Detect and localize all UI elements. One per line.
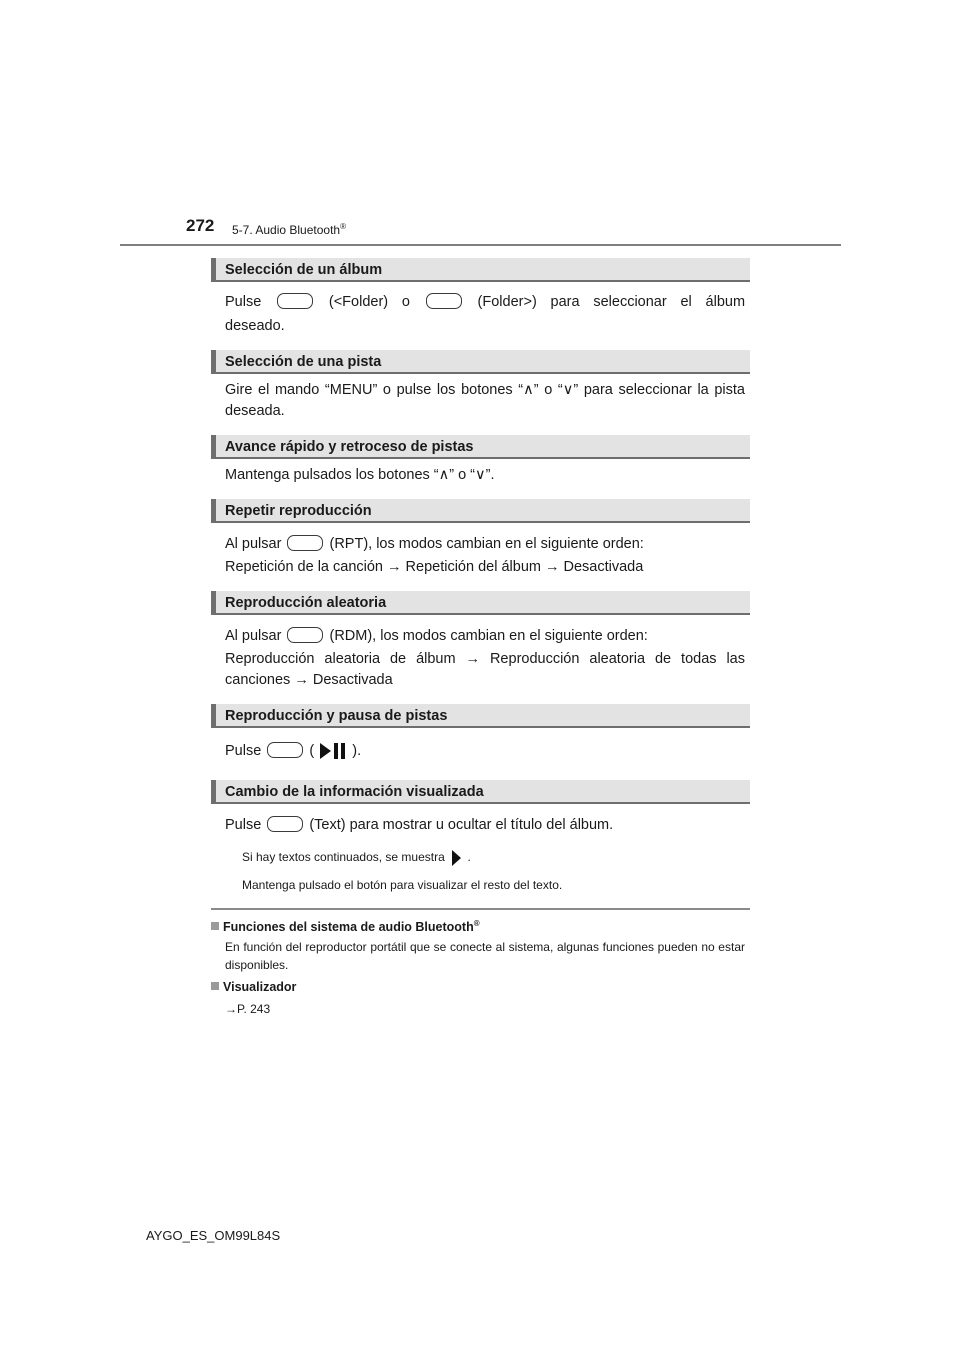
info-small-line-1: Si hay textos continuados, se muestra . [242,849,471,867]
random-text-line-3: canciones → Desactivada [225,672,393,688]
header-divider [120,244,841,246]
album-text-line-1: Pulse (<Folder) o (Folder>) para seleccionar el álbum [225,294,746,310]
note-title-display: Visualizador [211,980,296,994]
info-text-line-1: Pulse (Text) para mostrar u ocultar el título del álbum. [225,817,614,833]
notes-divider [211,908,750,910]
section-header-play-pause: Reproducción y pausa de pistas [211,704,750,728]
page-number: 272 [186,216,215,235]
info-small-line-2: Mantenga pulsado el botón para visualizar el resto del texto. [242,878,563,892]
note-title-bluetooth: Funciones del sistema de audio Bluetooth® [211,919,480,934]
fast-text-line-1: Mantenga pulsados los botones “∧” o “∨”. [225,467,495,483]
section-header-album: Selección de un álbum [211,258,750,282]
play-text-line-1: Pulse ( ). [225,743,362,759]
repeat-text-line-2: Repetición de la canción → Repetición del álbum → Desactivada [225,559,644,575]
section-header-random: Reproducción aleatoria [211,591,750,615]
repeat-text-line-1: Al pulsar (RPT), los modos cambian en el siguiente orden: [225,536,644,552]
track-text-line-1: Gire el mando “MENU” o pulse los botones “∧” o “∨” para seleccionar la pista [225,382,745,398]
section-header-repeat: Repetir reproducción [211,499,750,523]
section-header-track: Selección de una pista [211,350,750,374]
button-icon [287,627,323,643]
square-bullet-icon [211,922,219,930]
button-icon [426,293,462,309]
button-icon [277,293,313,309]
button-icon [267,742,303,758]
album-text-line-2: deseado. [225,318,285,334]
random-text-line-1: Al pulsar (RDM), los modos cambian en el siguiente orden: [225,628,648,644]
square-bullet-icon [211,982,219,990]
random-text-line-2: Reproducción aleatoria de álbum → Reproducción aleatoria de todas las [225,651,745,667]
button-icon [267,816,303,832]
section-header-fast-forward: Avance rápido y retroceso de pistas [211,435,750,459]
button-icon [287,535,323,551]
play-pause-icon [318,742,348,760]
note-text-display[interactable]: →P. 243 [225,1002,271,1016]
footer-doc-code: AYGO_ES_OM99L84S [146,1228,281,1243]
track-text-line-2: deseada. [225,403,285,419]
continue-arrow-icon [448,849,464,867]
section-header-info: Cambio de la información visualizada [211,780,750,804]
chapter-title: 5-7. Audio Bluetooth® [232,222,346,237]
note-text-bluetooth: En función del reproductor portátil que se conecte al sistema, algunas funciones pueden no estar disponibles. [225,940,745,972]
